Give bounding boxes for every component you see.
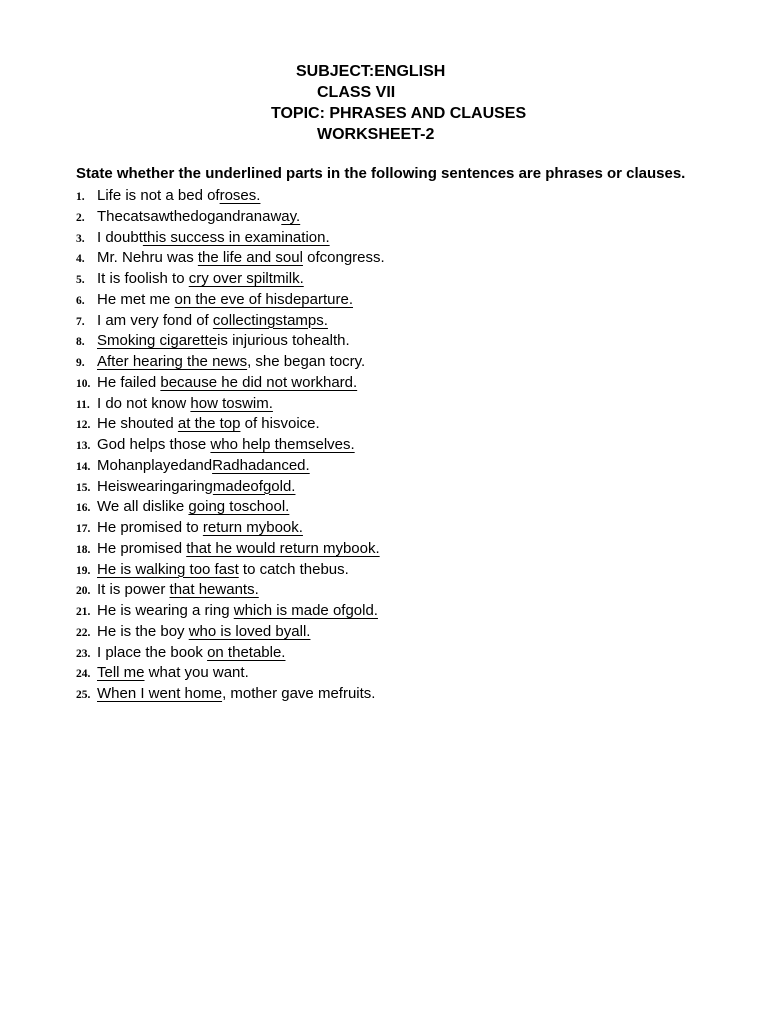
underlined-part — [190, 395, 273, 412]
question-sentence — [97, 248, 385, 268]
underlined-text: collectingstamps. — [212, 311, 328, 329]
underlined-part — [188, 498, 289, 515]
sentence-plain-start: Life is not a bed of — [97, 187, 220, 204]
question-sentence — [97, 207, 324, 227]
question-number: 20. — [76, 585, 91, 598]
question-number: 3. — [76, 232, 85, 245]
sentence-plain-start: Heiswearingaring — [97, 477, 213, 495]
underlined-text: Radhadanced. — [212, 456, 310, 474]
underlined-text: He is walking too fast — [97, 560, 239, 578]
underlined-part — [97, 561, 239, 578]
question-sentence — [97, 331, 350, 351]
question-number: 12. — [76, 419, 91, 432]
underlined-text: how toswim. — [190, 394, 273, 412]
question-number: 13. — [76, 440, 91, 452]
question-sentence — [97, 290, 353, 310]
blank-underline — [260, 186, 270, 206]
underlined-part — [189, 623, 311, 640]
question-number: 14. — [76, 460, 91, 473]
question-sentence — [97, 352, 365, 372]
underlined-text: going toschool. — [188, 498, 290, 516]
question-sentence — [97, 394, 273, 414]
question-sentence — [97, 497, 289, 517]
question-sentence — [97, 311, 328, 331]
question-number: 18. — [76, 543, 91, 556]
question-number: 9. — [76, 357, 85, 369]
underlined-part — [97, 664, 145, 681]
question-sentence — [97, 435, 355, 455]
question-sentence — [97, 539, 380, 559]
underlined-text: cry over spiltmilk. — [188, 270, 304, 287]
question-number: 22. — [76, 626, 91, 639]
underlined-text: Smoking cigarette — [97, 332, 218, 350]
underlined-part — [143, 229, 330, 246]
underlined-text: at the top — [177, 415, 241, 433]
underlined-text: return mybook. — [202, 519, 303, 536]
sentence-plain-start: It is foolish to — [97, 270, 189, 287]
underlined-part — [234, 602, 378, 619]
question-sentence — [97, 373, 357, 393]
underlined-part — [210, 436, 354, 453]
question-number: 1. — [76, 191, 85, 203]
question-sentence — [97, 663, 249, 683]
question-number: 8. — [76, 336, 85, 349]
question-number: 21. — [76, 606, 91, 618]
question-number: 19. — [76, 564, 91, 577]
underlined-part — [160, 374, 357, 391]
topic-heading: TOPIC: PHRASES AND CLAUSES — [271, 105, 527, 122]
question-number: 10. — [76, 377, 91, 390]
underlined-part — [175, 291, 353, 308]
question-sentence — [97, 228, 330, 248]
question-number: 23. — [76, 647, 91, 660]
underlined-part — [178, 415, 241, 432]
question-number: 25. — [76, 689, 91, 701]
underlined-text: which is made ofgold. — [233, 602, 378, 619]
underlined-part — [97, 685, 222, 702]
sentence-plain-end: ofcongress. — [302, 249, 385, 267]
class-heading: CLASS VII — [317, 84, 396, 101]
sentence-plain-start: God helps those — [97, 436, 211, 453]
underlined-text: that hewants. — [169, 581, 259, 599]
question-number: 4. — [76, 253, 85, 266]
underlined-text: roses. — [219, 187, 261, 204]
underlined-text: this success in examination. — [142, 228, 330, 246]
sentence-plain-start: I doubt — [97, 228, 143, 246]
question-number: 2. — [76, 211, 85, 224]
question-sentence — [97, 477, 295, 497]
underlined-part — [170, 581, 259, 598]
question-sentence — [97, 518, 303, 538]
underlined-part — [189, 270, 304, 287]
underlined-text: ay. — [281, 207, 301, 225]
sentence-plain-start: Mohanplayedand — [97, 456, 213, 474]
sentence-plain-start: He shouted — [97, 415, 178, 433]
subject-heading: SUBJECT:ENGLISH — [296, 63, 446, 80]
question-sentence — [97, 580, 259, 600]
underlined-part — [281, 208, 324, 225]
underlined-text: Tell me — [97, 664, 145, 682]
question-number: 11. — [76, 398, 90, 411]
question-sentence — [97, 601, 378, 621]
sentence-plain-end: is injurious tohealth. — [217, 332, 350, 350]
underlined-part — [97, 332, 217, 349]
underlined-part — [220, 187, 271, 204]
question-sentence — [97, 456, 310, 476]
underlined-text: on the eve of hisdeparture. — [174, 290, 353, 308]
question-sentence — [97, 269, 304, 289]
question-number: 6. — [76, 294, 85, 307]
question-sentence — [97, 622, 310, 642]
sentence-plain-start: Mr. Nehru was — [97, 249, 198, 267]
underlined-text: who is loved byall. — [188, 622, 311, 640]
blank-underline — [300, 207, 324, 227]
worksheet-heading: WORKSHEET-2 — [317, 126, 435, 143]
sentence-plain-start: I do not know — [97, 394, 191, 412]
underlined-part — [213, 312, 328, 329]
underlined-text: on thetable. — [207, 643, 286, 661]
underlined-text: the life and soul — [197, 249, 303, 267]
sentence-plain-start: I place the book — [97, 643, 208, 661]
underlined-part — [186, 540, 379, 557]
question-sentence — [97, 414, 320, 434]
sentence-plain-start: He failed — [97, 373, 161, 391]
underlined-text: madeofgold. — [212, 477, 296, 495]
underlined-part — [213, 478, 296, 495]
question-number: 16. — [76, 502, 91, 515]
sentence-plain-end: of hisvoice. — [240, 415, 320, 433]
underlined-part — [207, 644, 285, 661]
underlined-text: When I went home — [97, 685, 223, 702]
underlined-part — [198, 249, 303, 266]
underlined-part — [203, 519, 303, 536]
question-sentence — [97, 186, 270, 206]
sentence-plain-end: to catch thebus. — [238, 560, 349, 578]
sentence-plain-start: He is wearing a ring — [97, 602, 234, 619]
underlined-text: After hearing the news — [97, 353, 248, 370]
instruction-text: State whether the underlined parts in the following sentences are phrases or clauses. — [76, 165, 686, 182]
question-number: 24. — [76, 668, 91, 681]
sentence-plain-end: what you want. — [144, 664, 249, 682]
underlined-part — [97, 353, 247, 370]
question-number: 7. — [76, 315, 85, 328]
sentence-plain-start: We all dislike — [97, 498, 189, 516]
sentence-plain-end: , mother gave mefruits. — [222, 685, 376, 702]
underlined-text: who help themselves. — [210, 436, 355, 453]
sentence-plain-start: It is power — [97, 581, 170, 599]
underlined-text: that he would return mybook. — [186, 539, 380, 557]
sentence-plain-start: I am very fond of — [97, 311, 213, 329]
question-number: 15. — [76, 481, 91, 494]
sentence-plain-start: He promised to — [97, 519, 203, 536]
sentence-plain-start: He met me — [97, 290, 175, 308]
sentence-plain-end: , she began tocry. — [247, 353, 366, 370]
sentence-plain-start: He is the boy — [97, 622, 189, 640]
question-number: 17. — [76, 523, 91, 535]
question-sentence — [97, 643, 285, 663]
question-number: 5. — [76, 274, 85, 286]
question-sentence — [97, 560, 349, 580]
underlined-text: because he did not workhard. — [160, 373, 358, 391]
question-sentence — [97, 684, 375, 704]
sentence-plain-start: He promised — [97, 539, 187, 557]
underlined-part — [212, 457, 310, 474]
sentence-plain-start: Thecatsawthedogandranaw — [97, 207, 282, 225]
